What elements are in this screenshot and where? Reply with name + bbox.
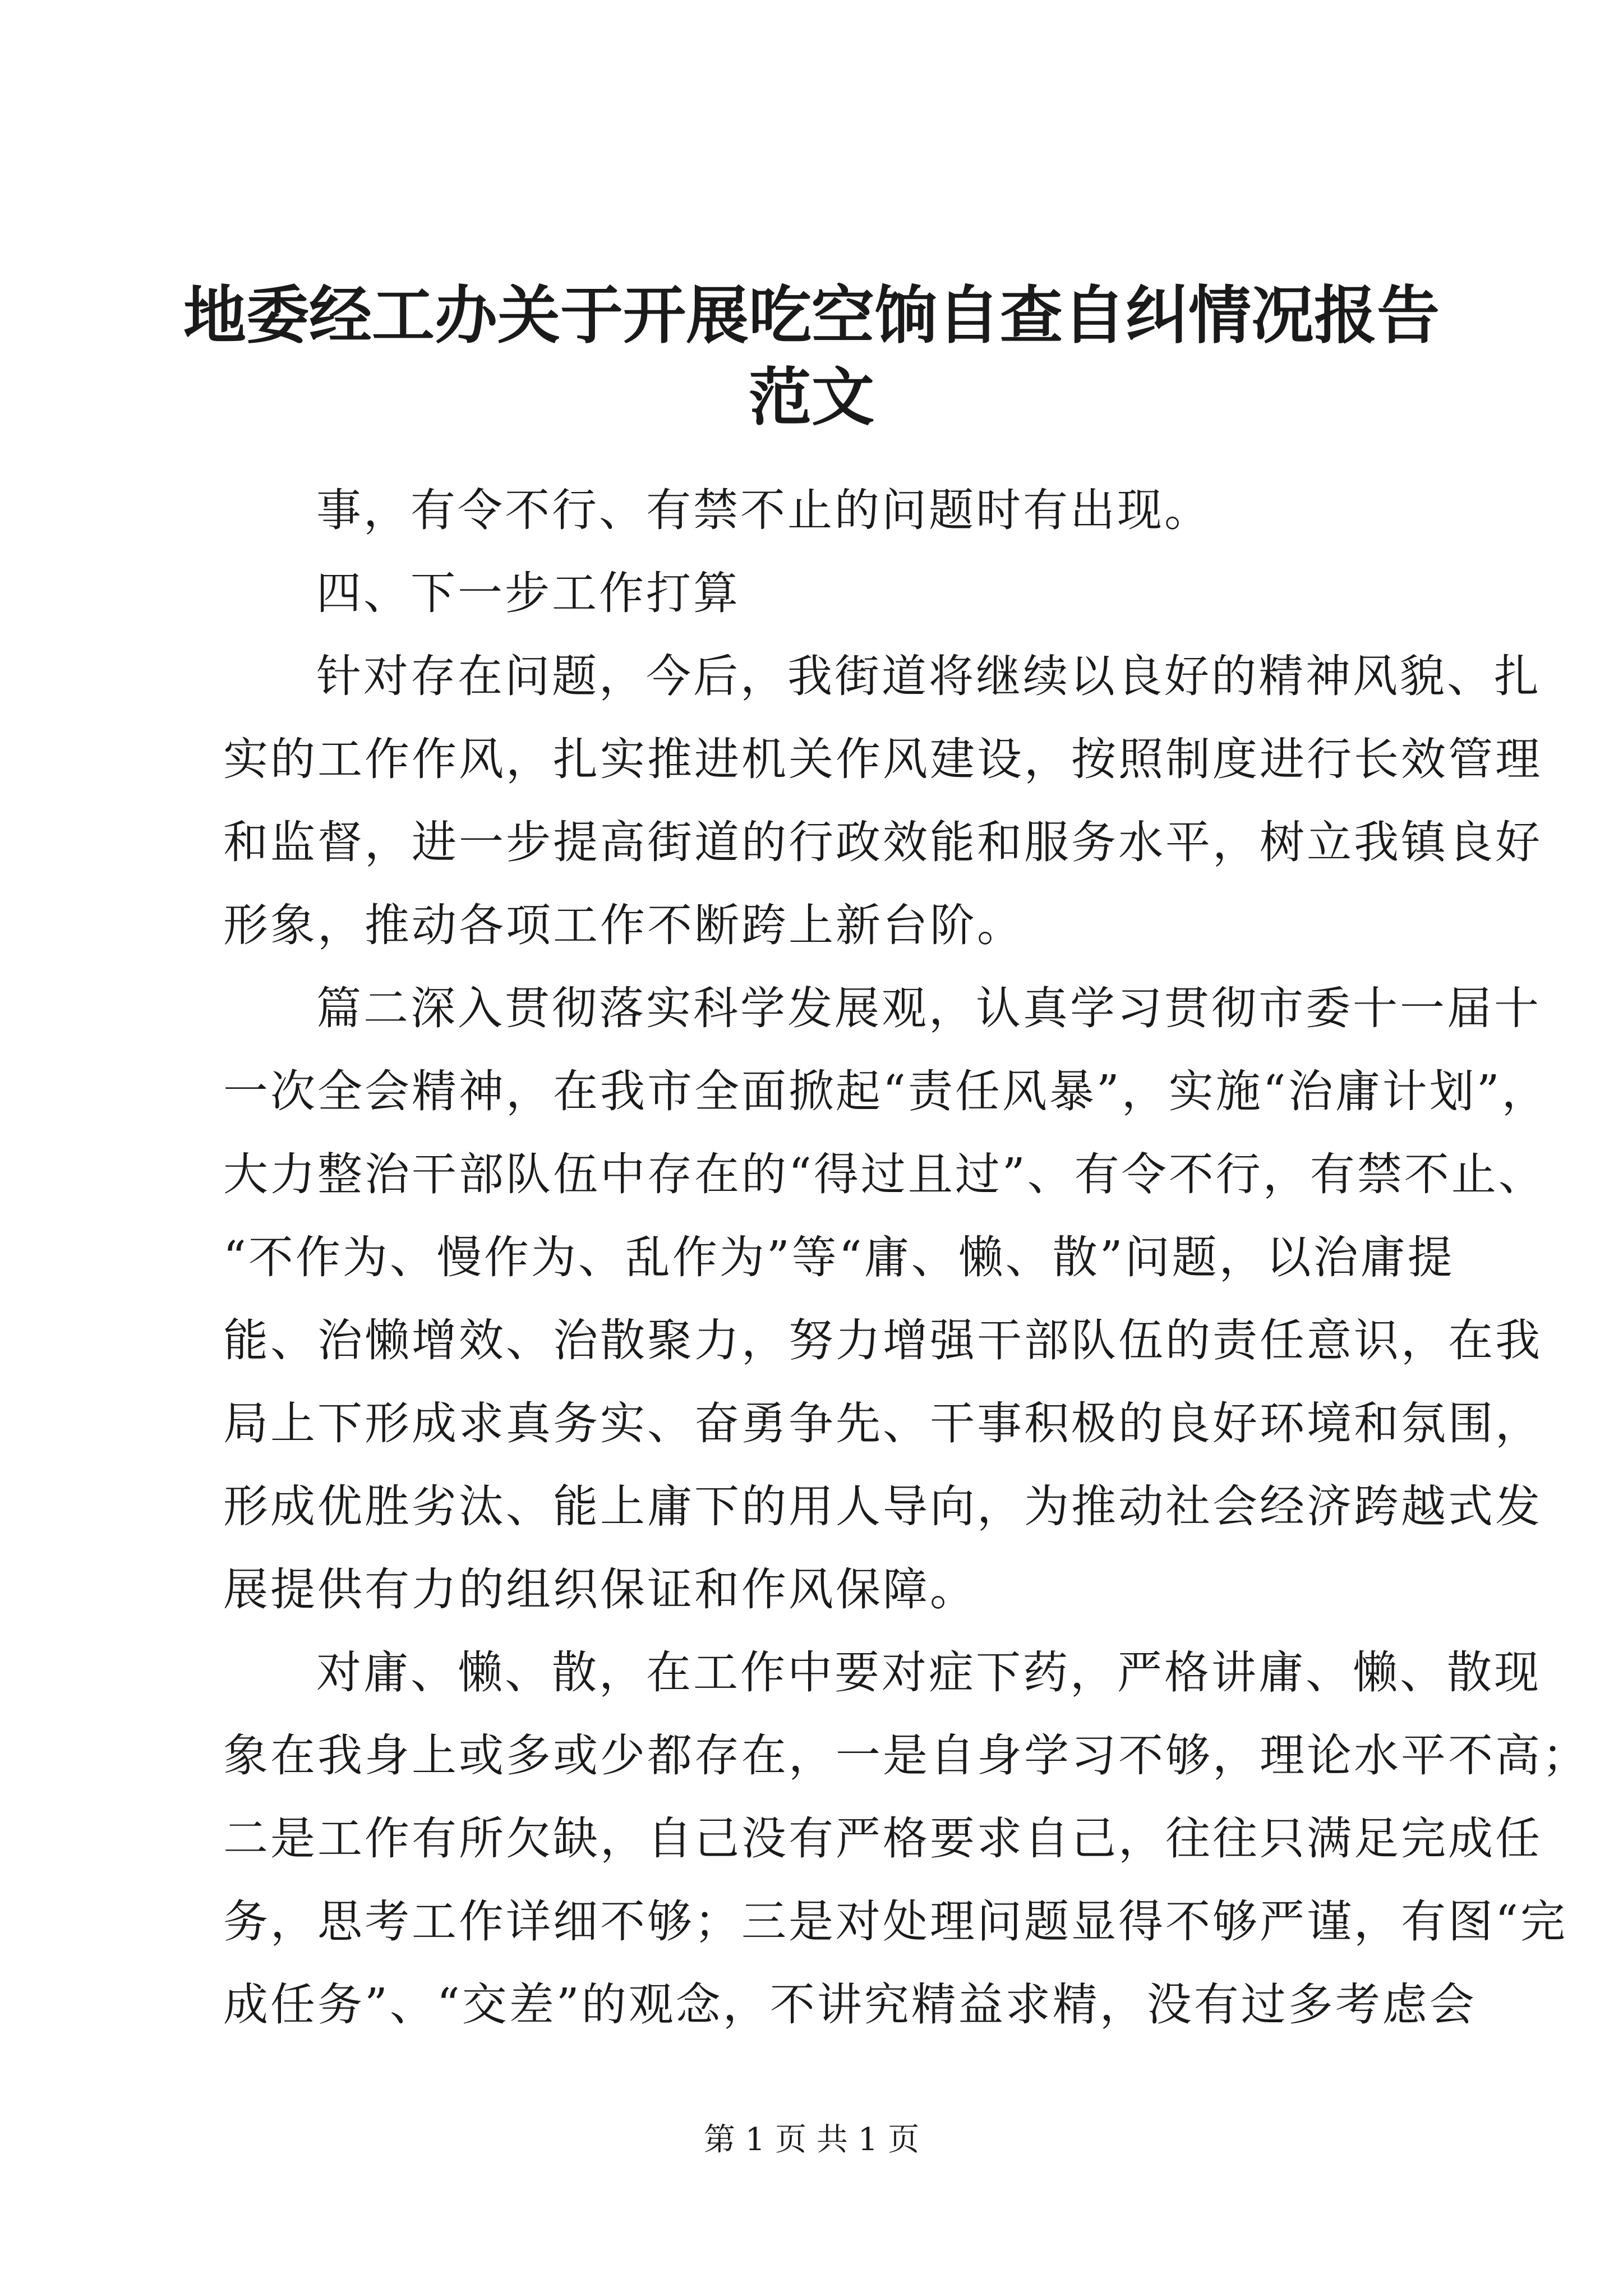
text-line: 实的工作作风，扎实推进机关作风建设，按照制度进行长效管理 (223, 733, 1542, 785)
text-line: 务，思考工作详细不够；三是对处理问题显得不够严谨，有图“完 (223, 1895, 1567, 1948)
text-line: 能、治懒增效、治散聚力，努力增强干部队伍的责任意识，在我 (223, 1314, 1542, 1366)
text-line: 针对存在问题，今后，我街道将继续以良好的精神风貌、扎 (316, 650, 1541, 702)
title-line-2: 范文 (749, 361, 874, 434)
text-line: “不作为、慢作为、乱作为”等“庸、懒、散”问题，以治庸提 (223, 1231, 1455, 1283)
text-line: 一次全会精神，在我市全面掀起“责任风暴”，实施“治庸计划”， (223, 1065, 1549, 1117)
page-footer: 第 1 页 共 1 页 (703, 2122, 920, 2158)
document-title (168, 275, 1455, 439)
text-line: 大力整治干部队伍中存在的“得过且过”、有令不行，有禁不止、 (223, 1148, 1546, 1200)
text-line: 篇二深入贯彻落实科学发展观，认真学习贯彻市委十一届十 (316, 982, 1541, 1034)
text-line: 成任务”、“交差”的观念，不讲究精益求精，没有过多考虑会 (223, 1978, 1477, 2031)
text-line: 展提供有力的组织保证和作风保障。 (223, 1563, 977, 1616)
text-line: 形象，推动各项工作不断跨上新台阶。 (223, 899, 1024, 951)
section-heading: 四、下一步工作打算 (316, 567, 740, 619)
text-line: 和监督，进一步提高街道的行政效能和服务水平，树立我镇良好 (223, 816, 1542, 868)
text-line: 形成优胜劣汰、能上庸下的用人导向，为推动社会经济跨越式发 (223, 1480, 1542, 1533)
text-line: 对庸、懒、散，在工作中要对症下药，严格讲庸、懒、散现 (316, 1646, 1541, 1699)
text-line: 二是工作有所欠缺，自己没有严格要求自己，往往只满足完成任 (223, 1812, 1542, 1865)
document-body (223, 469, 1589, 2046)
text-line: 象在我身上或多或少都存在，一是自身学习不够，理论水平不高； (223, 1729, 1589, 1782)
text-line: 局上下形成求真务实、奋勇争先、干事积极的良好环境和氛围， (223, 1397, 1542, 1450)
text-line: 事，有令不行、有禁不止的问题时有出现。 (316, 484, 1211, 536)
title-line-1: 地委经工办关于开展吃空饷自查自纠情况报告 (183, 279, 1440, 352)
